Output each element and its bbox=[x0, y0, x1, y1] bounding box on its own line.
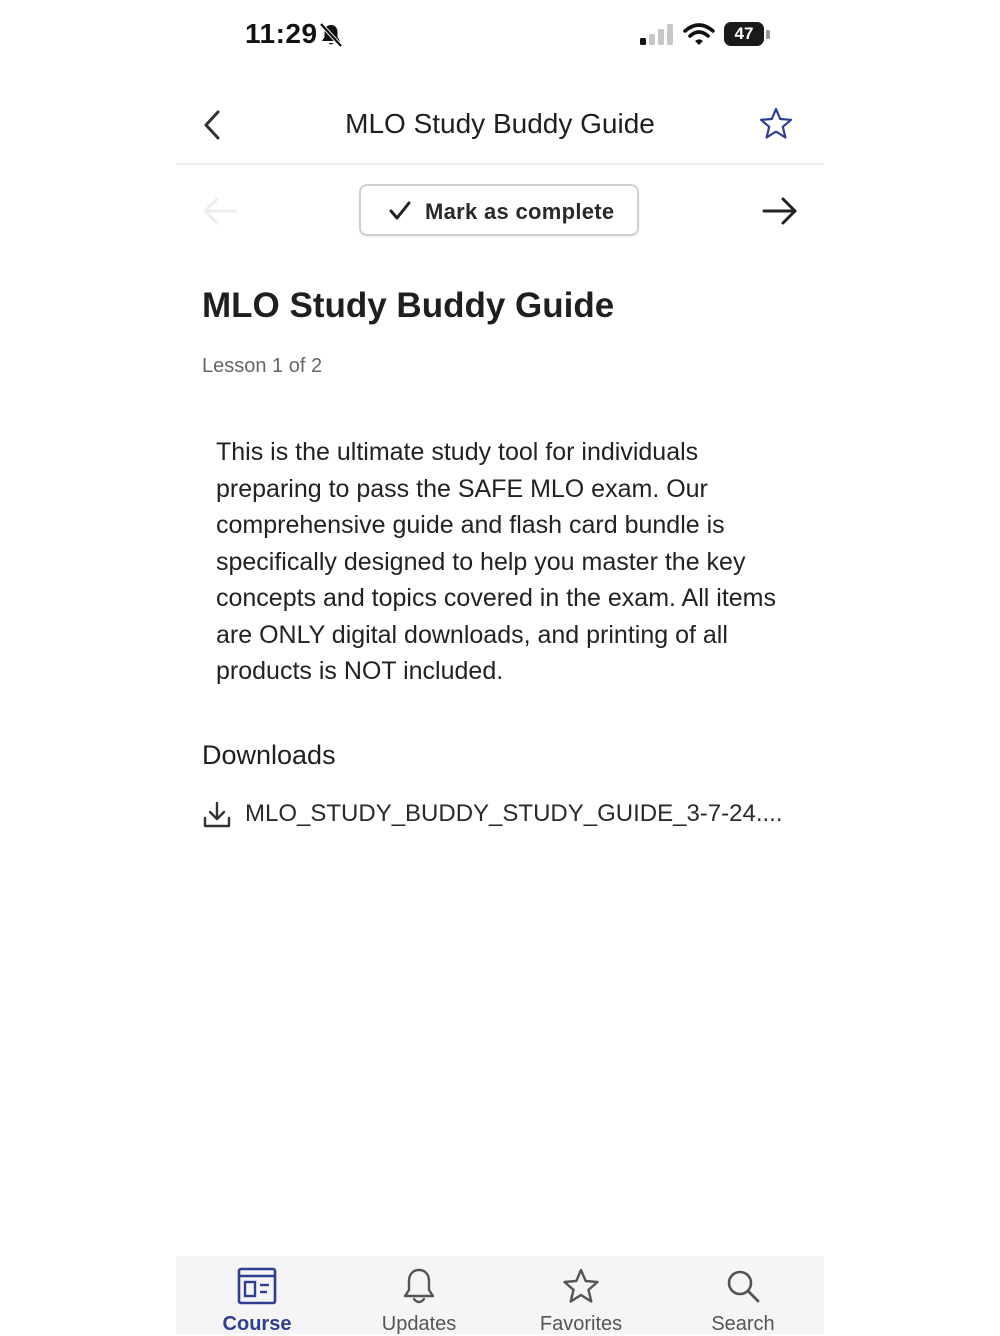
arrow-right-icon[interactable] bbox=[760, 194, 800, 228]
download-item[interactable] bbox=[202, 798, 802, 832]
bell-icon bbox=[399, 1266, 439, 1306]
download-icon bbox=[202, 800, 232, 830]
tab-favorites[interactable] bbox=[500, 1256, 662, 1334]
mark-as-complete-label: Mark as complete bbox=[425, 199, 615, 224]
tab-course-label: Course bbox=[222, 1313, 292, 1335]
checkmark-icon bbox=[387, 198, 413, 224]
status-time: 11:29 bbox=[245, 18, 318, 49]
tab-search-label: Search bbox=[711, 1313, 775, 1335]
mark-as-complete-button[interactable] bbox=[359, 184, 639, 236]
lesson-title: MLO Study Buddy Guide bbox=[202, 286, 615, 325]
download-filename[interactable]: MLO_STUDY_BUDDY_STUDY_GUIDE_3-7-24.... bbox=[245, 800, 783, 827]
star-outline-icon[interactable] bbox=[758, 106, 794, 142]
tab-course[interactable] bbox=[176, 1256, 338, 1334]
page-title: MLO Study Buddy Guide bbox=[345, 108, 655, 139]
header-divider bbox=[176, 163, 824, 165]
battery-icon bbox=[724, 22, 772, 48]
downloads-heading: Downloads bbox=[202, 740, 336, 770]
wifi-icon bbox=[683, 22, 715, 46]
battery-level: 47 bbox=[734, 24, 754, 43]
course-icon bbox=[237, 1266, 277, 1306]
lesson-count: Lesson 1 of 2 bbox=[202, 355, 323, 377]
bottom-tab-bar bbox=[176, 1256, 824, 1334]
lesson-description: This is the ultimate study tool for individuals preparing to pass the SAFE MLO exam. Our comprehensive guide and flash card bundle is specifically designed to help you master the key concepts and topics covered in the exam. All items are ONLY digital downloads, and printing of all products is NOT included. bbox=[216, 438, 777, 685]
tab-search[interactable] bbox=[662, 1256, 824, 1334]
bell-slash-icon bbox=[318, 22, 344, 48]
search-icon bbox=[723, 1266, 763, 1306]
tab-updates[interactable] bbox=[338, 1256, 500, 1334]
tab-updates-label: Updates bbox=[381, 1313, 457, 1335]
cellular-signal-icon bbox=[638, 24, 674, 46]
arrow-left-icon[interactable] bbox=[200, 194, 240, 228]
tab-favorites-label: Favorites bbox=[539, 1313, 623, 1335]
star-icon bbox=[561, 1266, 601, 1306]
